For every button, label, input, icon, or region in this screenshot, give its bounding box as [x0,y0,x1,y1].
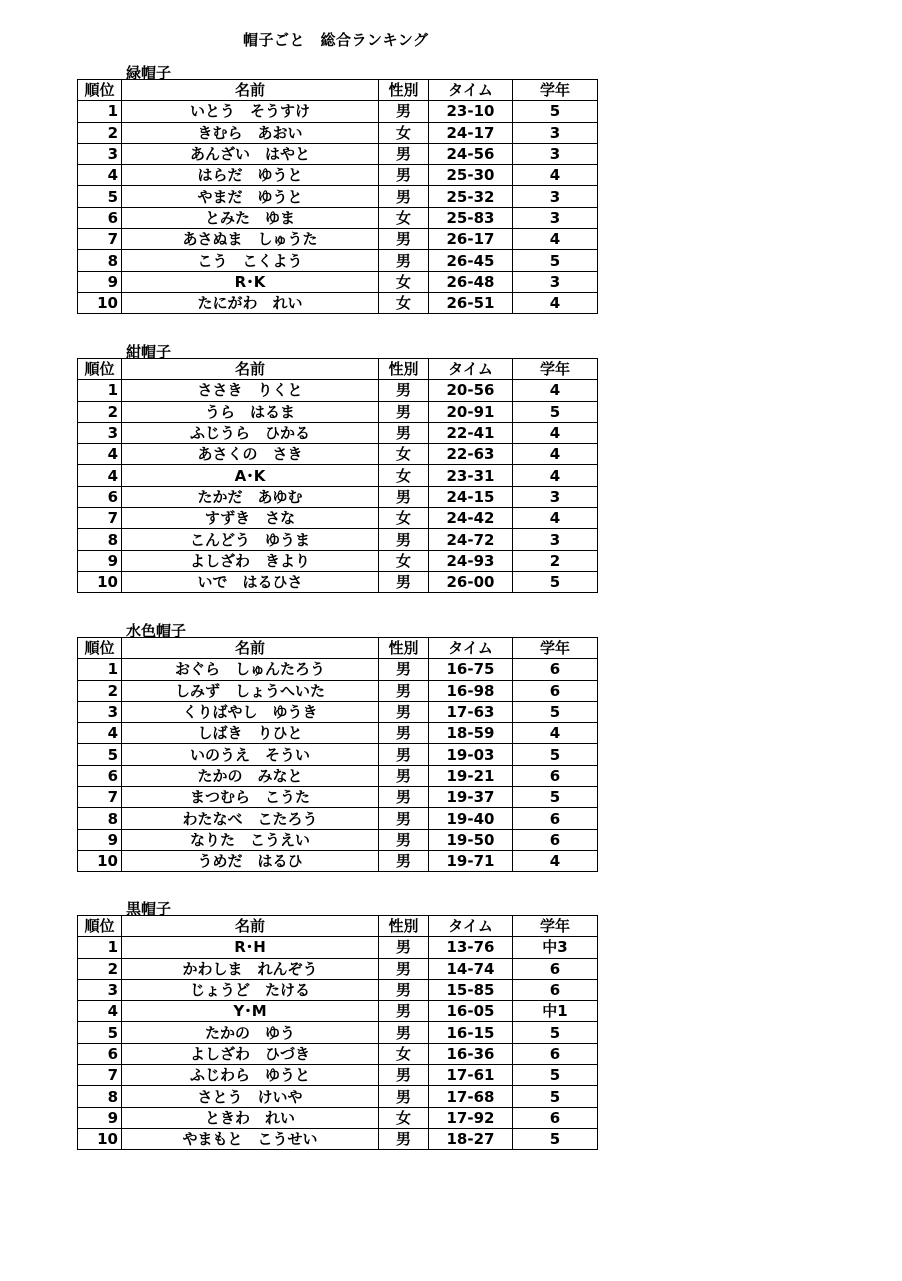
section-label: 紺帽子 [126,343,172,361]
rank-cell: 8 [78,1086,122,1107]
sex-column-header: 性別 [379,80,429,101]
section-label: 黒帽子 [126,900,172,918]
table-row [78,723,598,744]
grade-cell: 3 [513,186,598,207]
table-row [78,787,598,808]
name-cell: こんどう ゆうま [122,529,379,550]
header-row [78,359,598,380]
name-cell: ときわ れい [122,1107,379,1128]
table-row [78,444,598,465]
name-cell: うめだ はるひ [122,850,379,871]
time-cell: 17-63 [429,701,513,722]
sex-cell: 女 [379,550,429,571]
table-row [78,808,598,829]
grade-cell: 5 [513,571,598,592]
sex-cell: 女 [379,444,429,465]
time-cell: 19-71 [429,850,513,871]
rank-cell: 8 [78,808,122,829]
grade-cell: 2 [513,550,598,571]
ranking-table [77,915,598,1150]
rank-cell: 1 [78,101,122,122]
grade-cell: 5 [513,1128,598,1149]
sex-cell: 男 [379,143,429,164]
sex-cell: 女 [379,292,429,313]
sex-cell: 男 [379,250,429,271]
sex-cell: 男 [379,101,429,122]
grade-cell: 5 [513,1022,598,1043]
name-cell: まつむら こうた [122,787,379,808]
rank-cell: 5 [78,744,122,765]
sex-cell: 男 [379,1128,429,1149]
name-cell: やまだ ゆうと [122,186,379,207]
time-cell: 24-93 [429,550,513,571]
grade-cell: 6 [513,680,598,701]
grade-cell: 4 [513,465,598,486]
grade-cell: 中3 [513,937,598,958]
name-cell: たかの みなと [122,765,379,786]
table-row [78,401,598,422]
sex-cell: 男 [379,937,429,958]
time-cell: 24-15 [429,486,513,507]
table-row [78,571,598,592]
time-cell: 24-42 [429,508,513,529]
sex-cell: 女 [379,207,429,228]
header-row [78,638,598,659]
sex-cell: 女 [379,508,429,529]
rank-cell: 4 [78,465,122,486]
section-label: 緑帽子 [126,64,172,82]
time-cell: 16-15 [429,1022,513,1043]
grade-cell: 5 [513,401,598,422]
grade-cell: 3 [513,122,598,143]
grade-cell: 6 [513,808,598,829]
rank-cell: 3 [78,701,122,722]
time-cell: 20-56 [429,380,513,401]
name-cell: きむら あおい [122,122,379,143]
rank-cell: 7 [78,508,122,529]
rank-cell: 8 [78,529,122,550]
time-cell: 16-98 [429,680,513,701]
time-cell: 24-17 [429,122,513,143]
grade-cell: 4 [513,444,598,465]
rank-cell: 5 [78,1022,122,1043]
grade-cell: 6 [513,1043,598,1064]
rank-cell: 6 [78,1043,122,1064]
name-column-header: 名前 [122,916,379,937]
rank-cell: 1 [78,659,122,680]
name-cell: あさぬま しゅうた [122,229,379,250]
time-cell: 16-05 [429,1001,513,1022]
name-cell: あさくの さき [122,444,379,465]
time-cell: 19-03 [429,744,513,765]
rank-cell: 10 [78,571,122,592]
time-cell: 22-63 [429,444,513,465]
ranking-table [77,79,598,314]
table-row [78,186,598,207]
rank-cell: 2 [78,401,122,422]
time-cell: 26-45 [429,250,513,271]
table-row [78,1001,598,1022]
table-row [78,465,598,486]
table-row [78,143,598,164]
grade-cell: 5 [513,1086,598,1107]
time-cell: 25-32 [429,186,513,207]
time-cell: 17-61 [429,1065,513,1086]
grade-cell: 5 [513,787,598,808]
rank-column-header: 順位 [78,638,122,659]
sex-cell: 男 [379,401,429,422]
name-cell: あんざい はやと [122,143,379,164]
rank-cell: 3 [78,422,122,443]
grade-cell: 6 [513,829,598,850]
time-cell: 23-10 [429,101,513,122]
table-row [78,1107,598,1128]
table-row [78,207,598,228]
rank-cell: 7 [78,1065,122,1086]
rank-cell: 5 [78,186,122,207]
name-cell: とみた ゆま [122,207,379,228]
rank-cell: 8 [78,250,122,271]
grade-cell: 5 [513,701,598,722]
rank-cell: 10 [78,850,122,871]
grade-cell: 6 [513,979,598,1000]
sex-cell: 女 [379,1043,429,1064]
time-cell: 26-48 [429,271,513,292]
name-cell: こう こくよう [122,250,379,271]
rank-cell: 6 [78,765,122,786]
grade-column-header: 学年 [513,916,598,937]
table-row [78,486,598,507]
rank-column-header: 順位 [78,359,122,380]
rank-cell: 9 [78,1107,122,1128]
table-row [78,1022,598,1043]
name-cell: いで はるひさ [122,571,379,592]
sex-cell: 男 [379,186,429,207]
grade-column-header: 学年 [513,80,598,101]
table-row [78,979,598,1000]
grade-cell: 5 [513,101,598,122]
name-column-header: 名前 [122,80,379,101]
rank-cell: 6 [78,486,122,507]
rank-cell: 9 [78,829,122,850]
table-row [78,1086,598,1107]
name-cell: やまもと こうせい [122,1128,379,1149]
grade-cell: 6 [513,1107,598,1128]
rank-cell: 10 [78,292,122,313]
name-cell: R･K [122,271,379,292]
sex-cell: 男 [379,787,429,808]
sex-cell: 男 [379,1086,429,1107]
table-row [78,122,598,143]
header-row [78,916,598,937]
time-cell: 24-72 [429,529,513,550]
rank-cell: 3 [78,979,122,1000]
sex-cell: 男 [379,979,429,1000]
name-column-header: 名前 [122,638,379,659]
grade-column-header: 学年 [513,359,598,380]
sex-cell: 女 [379,271,429,292]
time-column-header: タイム [429,80,513,101]
name-cell: たにがわ れい [122,292,379,313]
sex-cell: 男 [379,958,429,979]
table-row [78,1128,598,1149]
grade-cell: 4 [513,380,598,401]
name-cell: おぐら しゅんたろう [122,659,379,680]
table-row [78,250,598,271]
grade-cell: 4 [513,292,598,313]
table-row [78,659,598,680]
sex-cell: 男 [379,1065,429,1086]
sex-cell: 男 [379,701,429,722]
name-cell: くりばやし ゆうき [122,701,379,722]
time-cell: 26-00 [429,571,513,592]
rank-cell: 2 [78,958,122,979]
name-cell: しみず しょうへいた [122,680,379,701]
grade-cell: 中1 [513,1001,598,1022]
grade-cell: 4 [513,165,598,186]
rank-cell: 10 [78,1128,122,1149]
table-row [78,701,598,722]
sex-cell: 男 [379,765,429,786]
time-column-header: タイム [429,638,513,659]
grade-cell: 3 [513,486,598,507]
time-cell: 19-37 [429,787,513,808]
name-cell: ふじうら ひかる [122,422,379,443]
sex-cell: 男 [379,829,429,850]
name-cell: わたなべ こたろう [122,808,379,829]
sex-cell: 男 [379,680,429,701]
rank-cell: 1 [78,380,122,401]
name-cell: いのうえ そうい [122,744,379,765]
ranking-table [77,358,598,593]
grade-cell: 6 [513,958,598,979]
table-row [78,829,598,850]
table-row [78,380,598,401]
sex-column-header: 性別 [379,359,429,380]
time-cell: 26-51 [429,292,513,313]
name-cell: なりた こうえい [122,829,379,850]
grade-cell: 3 [513,207,598,228]
sex-cell: 男 [379,571,429,592]
sex-cell: 男 [379,380,429,401]
table-row [78,744,598,765]
name-cell: ふじわら ゆうと [122,1065,379,1086]
ranking-table [77,637,598,872]
grade-cell: 5 [513,250,598,271]
sex-cell: 男 [379,850,429,871]
name-cell: はらだ ゆうと [122,165,379,186]
section-label: 水色帽子 [126,622,187,640]
rank-cell: 2 [78,122,122,143]
rank-cell: 4 [78,444,122,465]
sex-cell: 男 [379,486,429,507]
name-cell: よしざわ きより [122,550,379,571]
rank-cell: 9 [78,271,122,292]
time-cell: 24-56 [429,143,513,164]
rank-column-header: 順位 [78,916,122,937]
grade-cell: 6 [513,659,598,680]
rank-cell: 6 [78,207,122,228]
rank-cell: 2 [78,680,122,701]
grade-cell: 5 [513,744,598,765]
time-cell: 26-17 [429,229,513,250]
rank-cell: 3 [78,143,122,164]
sex-cell: 男 [379,723,429,744]
time-cell: 18-27 [429,1128,513,1149]
table-row [78,765,598,786]
grade-cell: 4 [513,508,598,529]
grade-cell: 5 [513,1065,598,1086]
grade-cell: 3 [513,143,598,164]
sex-cell: 男 [379,529,429,550]
time-cell: 13-76 [429,937,513,958]
time-cell: 20-91 [429,401,513,422]
table-row [78,937,598,958]
time-cell: 15-85 [429,979,513,1000]
sex-cell: 男 [379,659,429,680]
time-cell: 16-75 [429,659,513,680]
rank-cell: 4 [78,1001,122,1022]
sex-cell: 男 [379,744,429,765]
name-cell: たかだ あゆむ [122,486,379,507]
table-row [78,958,598,979]
sex-cell: 男 [379,229,429,250]
table-row [78,292,598,313]
table-row [78,680,598,701]
sex-cell: 男 [379,1001,429,1022]
time-column-header: タイム [429,359,513,380]
name-cell: さとう けいや [122,1086,379,1107]
table-row [78,165,598,186]
time-cell: 25-83 [429,207,513,228]
table-row [78,1043,598,1064]
time-cell: 22-41 [429,422,513,443]
grade-column-header: 学年 [513,638,598,659]
rank-cell: 7 [78,787,122,808]
sex-cell: 男 [379,808,429,829]
time-cell: 17-68 [429,1086,513,1107]
name-column-header: 名前 [122,359,379,380]
name-cell: よしざわ ひづき [122,1043,379,1064]
time-column-header: タイム [429,916,513,937]
sex-cell: 男 [379,1022,429,1043]
table-row [78,1065,598,1086]
rank-cell: 4 [78,165,122,186]
time-cell: 19-21 [429,765,513,786]
time-cell: 23-31 [429,465,513,486]
time-cell: 19-40 [429,808,513,829]
name-cell: A･K [122,465,379,486]
table-row [78,508,598,529]
rank-cell: 1 [78,937,122,958]
name-cell: たかの ゆう [122,1022,379,1043]
name-cell: じょうど たける [122,979,379,1000]
table-row [78,850,598,871]
sex-cell: 男 [379,165,429,186]
table-row [78,422,598,443]
grade-cell: 4 [513,723,598,744]
name-cell: すずき さな [122,508,379,529]
sex-cell: 女 [379,1107,429,1128]
page-title: 帽子ごと 総合ランキング [243,31,429,49]
rank-cell: 4 [78,723,122,744]
time-cell: 25-30 [429,165,513,186]
name-cell: うら はるま [122,401,379,422]
rank-cell: 7 [78,229,122,250]
time-cell: 14-74 [429,958,513,979]
sex-cell: 男 [379,422,429,443]
sex-cell: 女 [379,122,429,143]
grade-cell: 3 [513,271,598,292]
time-cell: 18-59 [429,723,513,744]
name-cell: しばき りひと [122,723,379,744]
sex-column-header: 性別 [379,638,429,659]
table-row [78,550,598,571]
rank-column-header: 順位 [78,80,122,101]
sex-column-header: 性別 [379,916,429,937]
table-row [78,529,598,550]
table-row [78,101,598,122]
name-cell: いとう そうすけ [122,101,379,122]
header-row [78,80,598,101]
time-cell: 17-92 [429,1107,513,1128]
grade-cell: 4 [513,422,598,443]
name-cell: かわしま れんぞう [122,958,379,979]
name-cell: ささき りくと [122,380,379,401]
rank-cell: 9 [78,550,122,571]
time-cell: 19-50 [429,829,513,850]
grade-cell: 3 [513,529,598,550]
time-cell: 16-36 [429,1043,513,1064]
table-row [78,229,598,250]
grade-cell: 6 [513,765,598,786]
name-cell: R･H [122,937,379,958]
name-cell: Y･M [122,1001,379,1022]
sex-cell: 女 [379,465,429,486]
table-row [78,271,598,292]
grade-cell: 4 [513,229,598,250]
grade-cell: 4 [513,850,598,871]
